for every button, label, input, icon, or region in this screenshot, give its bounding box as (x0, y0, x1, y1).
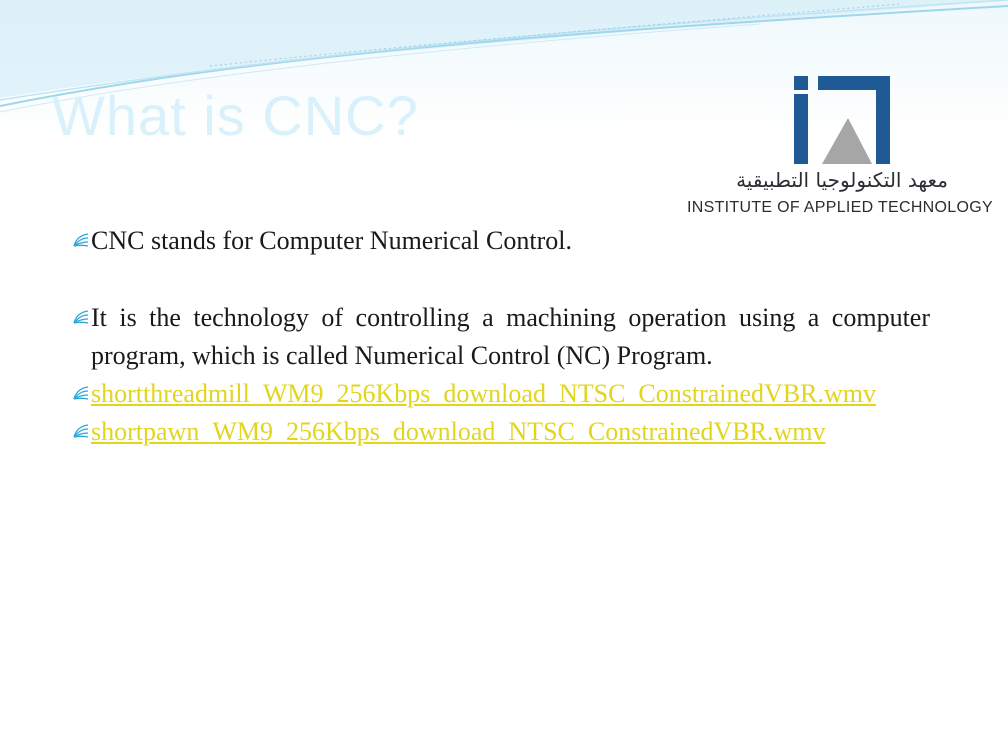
emphasis-letter: N (369, 226, 389, 255)
emphasis-letter: C (486, 226, 504, 255)
video-link-threadmill[interactable]: shortthreadmill_WM9_256Kbps_download_NTSC_ConstrainedVBR.wmv (91, 379, 877, 408)
slide-title: What is CNC? (52, 84, 419, 147)
curved-fan-bullet-icon (72, 423, 89, 439)
bullet-video-link-threadmill (72, 375, 930, 413)
logo-arabic-name: معهد التكنولوجيا التطبيقية (736, 168, 948, 192)
emphasis-letter: C (259, 226, 277, 255)
iat-logo-mark (684, 72, 1000, 168)
bullet-video-link-pawn (72, 413, 930, 451)
curved-fan-bullet-icon (72, 309, 89, 325)
bullet-list (72, 222, 930, 451)
curved-fan-bullet-icon (72, 385, 89, 401)
bullet-text: CNC stands for Computer Numerical Control. (91, 226, 572, 255)
iat-logo (684, 72, 1000, 224)
bullet-text: It is the technology of controlling a machining operation using a computer program, which is called Numerical Control (NC) Program. (91, 303, 930, 370)
curved-fan-bullet-icon (72, 232, 89, 248)
logo-english-name: INSTITUTE OF APPLIED TECHNOLOGY (687, 199, 993, 216)
bullet-cnc-description (72, 299, 930, 375)
video-link-pawn[interactable]: shortpawn_WM9_256Kbps_download_NTSC_ConstrainedVBR.wmv (91, 417, 826, 446)
bullet-cnc-definition (72, 222, 930, 260)
